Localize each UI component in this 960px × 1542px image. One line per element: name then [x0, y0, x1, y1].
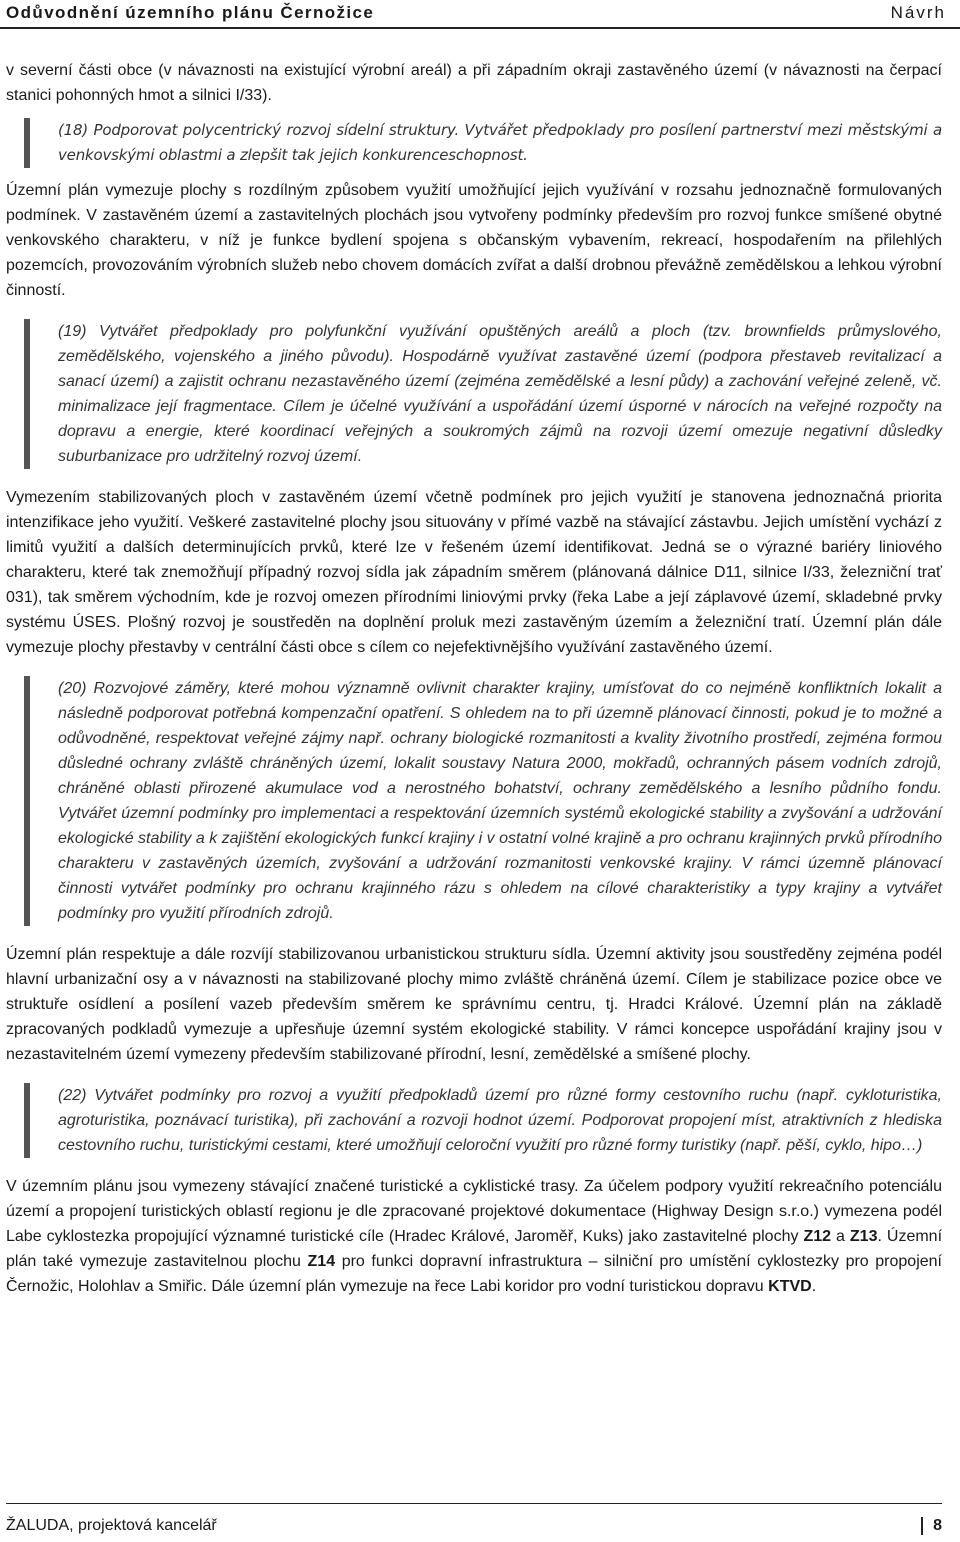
tourism-text-end: .: [811, 1278, 817, 1295]
header-divider: [0, 27, 960, 29]
paragraph-stabilized-areas: Vymezením stabilizovaných ploch v zastavěném území včetně podmínek pro jejich využití je stanovena jednoznačná priorita intenzifikace jeho využití. Veškeré zastavitelné plochy jsou situovány v přímé vazbě na stávající zástavbu. Jejich umístění vychází z limitů využití a dalších determinujících prvků, které lze v řešeném území identifikovat. Jedná se o výrazné bariéry liniového charakteru, které tak znemožňují případný rozvoj sídla jak západním směrem (plánovaná dálnice D11, silnice I/33, železniční trať 031), tak směrem východním, kde je rozvoj omezen přírodními liniovými prvky (řeka Labe a její záplavové území, skladebné prvky systému ÚSES. Plošný rozvoj je soustředěn na doplnění proluk mezi zastavěným územím a železniční tratí. Územní plán dále vymezuje plochy přestavby v centrální části obce s cílem co nejefektivnějšího využívání zastavěného území.: [6, 489, 942, 656]
tourism-text-2: . Územní plán také vymezuje zastavitelnou plochu: [6, 1228, 943, 1270]
paragraph-urban-structure: Územní plán respektuje a dále rozvíjí stabilizovanou urbanistickou strukturu sídla. Územní aktivity jsou soustředěny zejména podél hlavní urbanizační osy a v návaznosti na stabilizované plochy mimo zvláště chráněná území. Cílem je stabilizace pozice obce ve struktuře osídlení a posílení vazeb především směrem ke správnímu centru, tj. Hradci Králové. Územní plán na základě zpracovaných podkladů vymezuje a upřesňuje územní systém ekologické stability. V rámci koncepce uspořádání krajiny jsou v nezastavitelném území vymezeny především stabilizované přírodní, lesní, zemědělské a smíšené plochy.: [6, 946, 942, 1063]
page-number: 8: [921, 1517, 942, 1535]
priority-20-quote: (20) Rozvojové záměry, které mohou významně ovlivnit charakter krajiny, umísťovat do co nejméně konfliktních lokalit a následně podporovat potřebná kompenzační opatření. S ohledem na to při územně plánovací činnosti, pokud je to možné a odůvodněné, respektovat veřejné zájmy např. ochrany biologické rozmanitosti a kvality životního prostředí, zejména formou důsledné ochrany zvláště chráněných území, lokalit soustavy Natura 2000, mokřadů, ochranných pásem vodních zdrojů, chráněné oblasti přirozené akumulace vod a nerostného bohatství, ochrany zemědělského a lesního půdního fondu. Vytvářet územní podmínky pro implementaci a respektování územních systémů ekologické stability a zvyšování a udržování ekologické stability a k zajištění ekologických funkcí krajiny i v ostatní volné krajině a pro ochranu krajinných prvků přírodního charakteru v zastavěných územích, zvyšování a udržování rozmanitosti venkovské krajiny. V rámci územně plánovací činnosti vytvářet podmínky pro ochranu krajinného rázu s ohledem na cílové charakteristiky a typy krajiny a vytvářet podmínky pro využití přírodních zdrojů.: [24, 676, 942, 926]
tourism-text-1: V územním plánu jsou vymezeny stávající značené turistické a cyklistické trasy. Za účelem podpory využití rekreačního potenciálu území a propojení turistických oblastí regionu je dle zpracované projektové dokumentace (Highway Design s.r.o.) vymezena podél Labe cyklostezka propojující významné turistické cíle (Hradec Králové, Jaroměř, Kuks) jako zastavitelné plochy: [6, 1178, 942, 1245]
tourism-text-3: pro funkci dopravní infrastruktura – silniční pro umístění cyklostezky pro propojení Černožic, Holohlav a Smiřic. Dále územní plán vymezuje na řece Labi koridor pro vodní turistickou dopravu: [6, 1253, 942, 1295]
footer-divider: [6, 1503, 942, 1504]
paragraph-continuation: v severní části obce (v návaznosti na existující výrobní areál) a při západním okraji zastavěného území (v návaznosti na čerpací stanici pohonných hmot a silnici I/33).: [6, 62, 942, 104]
tourism-text-and: a: [831, 1228, 850, 1245]
area-code-z14: Z14: [307, 1253, 336, 1270]
priority-19-quote: (19) Vytvářet předpoklady pro polyfunkční využívání opuštěných areálů a ploch (tzv. brownfields průmyslového, zemědělského, vojenského a jiného původu). Hospodárně využívat zastavěné území (podpora přestaveb revitalizací a sanací území) a zajistit ochranu nezastavěného území (zejména zemědělské a lesní půdy) a zachování veřejné zeleně, vč. minimalizace její fragmentace. Cílem je účelné využívání a uspořádání území úsporné v nárocích na veřejné rozpočty na dopravu a energie, které koordinací veřejných a soukromých zájmů na rozvoji území omezuje negativní důsledky suburbanizace pro udržitelný rozvoj území.: [24, 319, 942, 469]
page-footer: [6, 1503, 942, 1534]
document-title: Odůvodnění územního plánu Černožice: [6, 3, 375, 22]
paragraph-tourism-routes: [6, 1174, 942, 1299]
document-status: Návrh: [890, 3, 946, 22]
area-code-z13: Z13: [849, 1228, 878, 1245]
priority-18-quote: (18) Podporovat polycentrický rozvoj sídelní struktury. Vytvářet předpoklady pro posílení partnerství mezi městskými a venkovskými oblastmi a zlepšit tak jejich konkurenceschopnost.: [24, 118, 942, 168]
area-code-z12: Z12: [803, 1228, 832, 1245]
corridor-code-ktvd: KTVD: [768, 1278, 812, 1295]
paragraph-land-use: Územní plán vymezuje plochy s rozdílným způsobem využití umožňující jejich využívání v rozsahu jednoznačně formulovaných podmínek. V zastavěném území a zastavitelných plochách jsou vytvořeny podmínky především pro rozvoj funkce smíšené obytné venkovského charakteru, v níž je funkce bydlení spojena s občanským vybavením, rekreací, hospodařením na přilehlých pozemcích, provozováním výrobních služeb nebo chovem domácích zvířat a další drobnou převážně zemědělskou a lehkou výrobní činností.: [6, 182, 942, 299]
priority-22-quote: (22) Vytvářet podmínky pro rozvoj a využití předpokladů území pro různé formy cestovního ruchu (např. cykloturistika, agroturistika, poznávací turistika), při zachování a rozvoji hodnot území. Podporovat propojení míst, atraktivních z hlediska cestovního ruchu, turistickými cestami, které umožňují celoroční využití pro různé formy turistiky (např. pěší, cyklo, hipo…): [24, 1083, 942, 1158]
office-name: ŽALUDA, projektová kancelář: [6, 1517, 217, 1534]
page-header: [6, 0, 946, 26]
page-body: [6, 58, 942, 1299]
